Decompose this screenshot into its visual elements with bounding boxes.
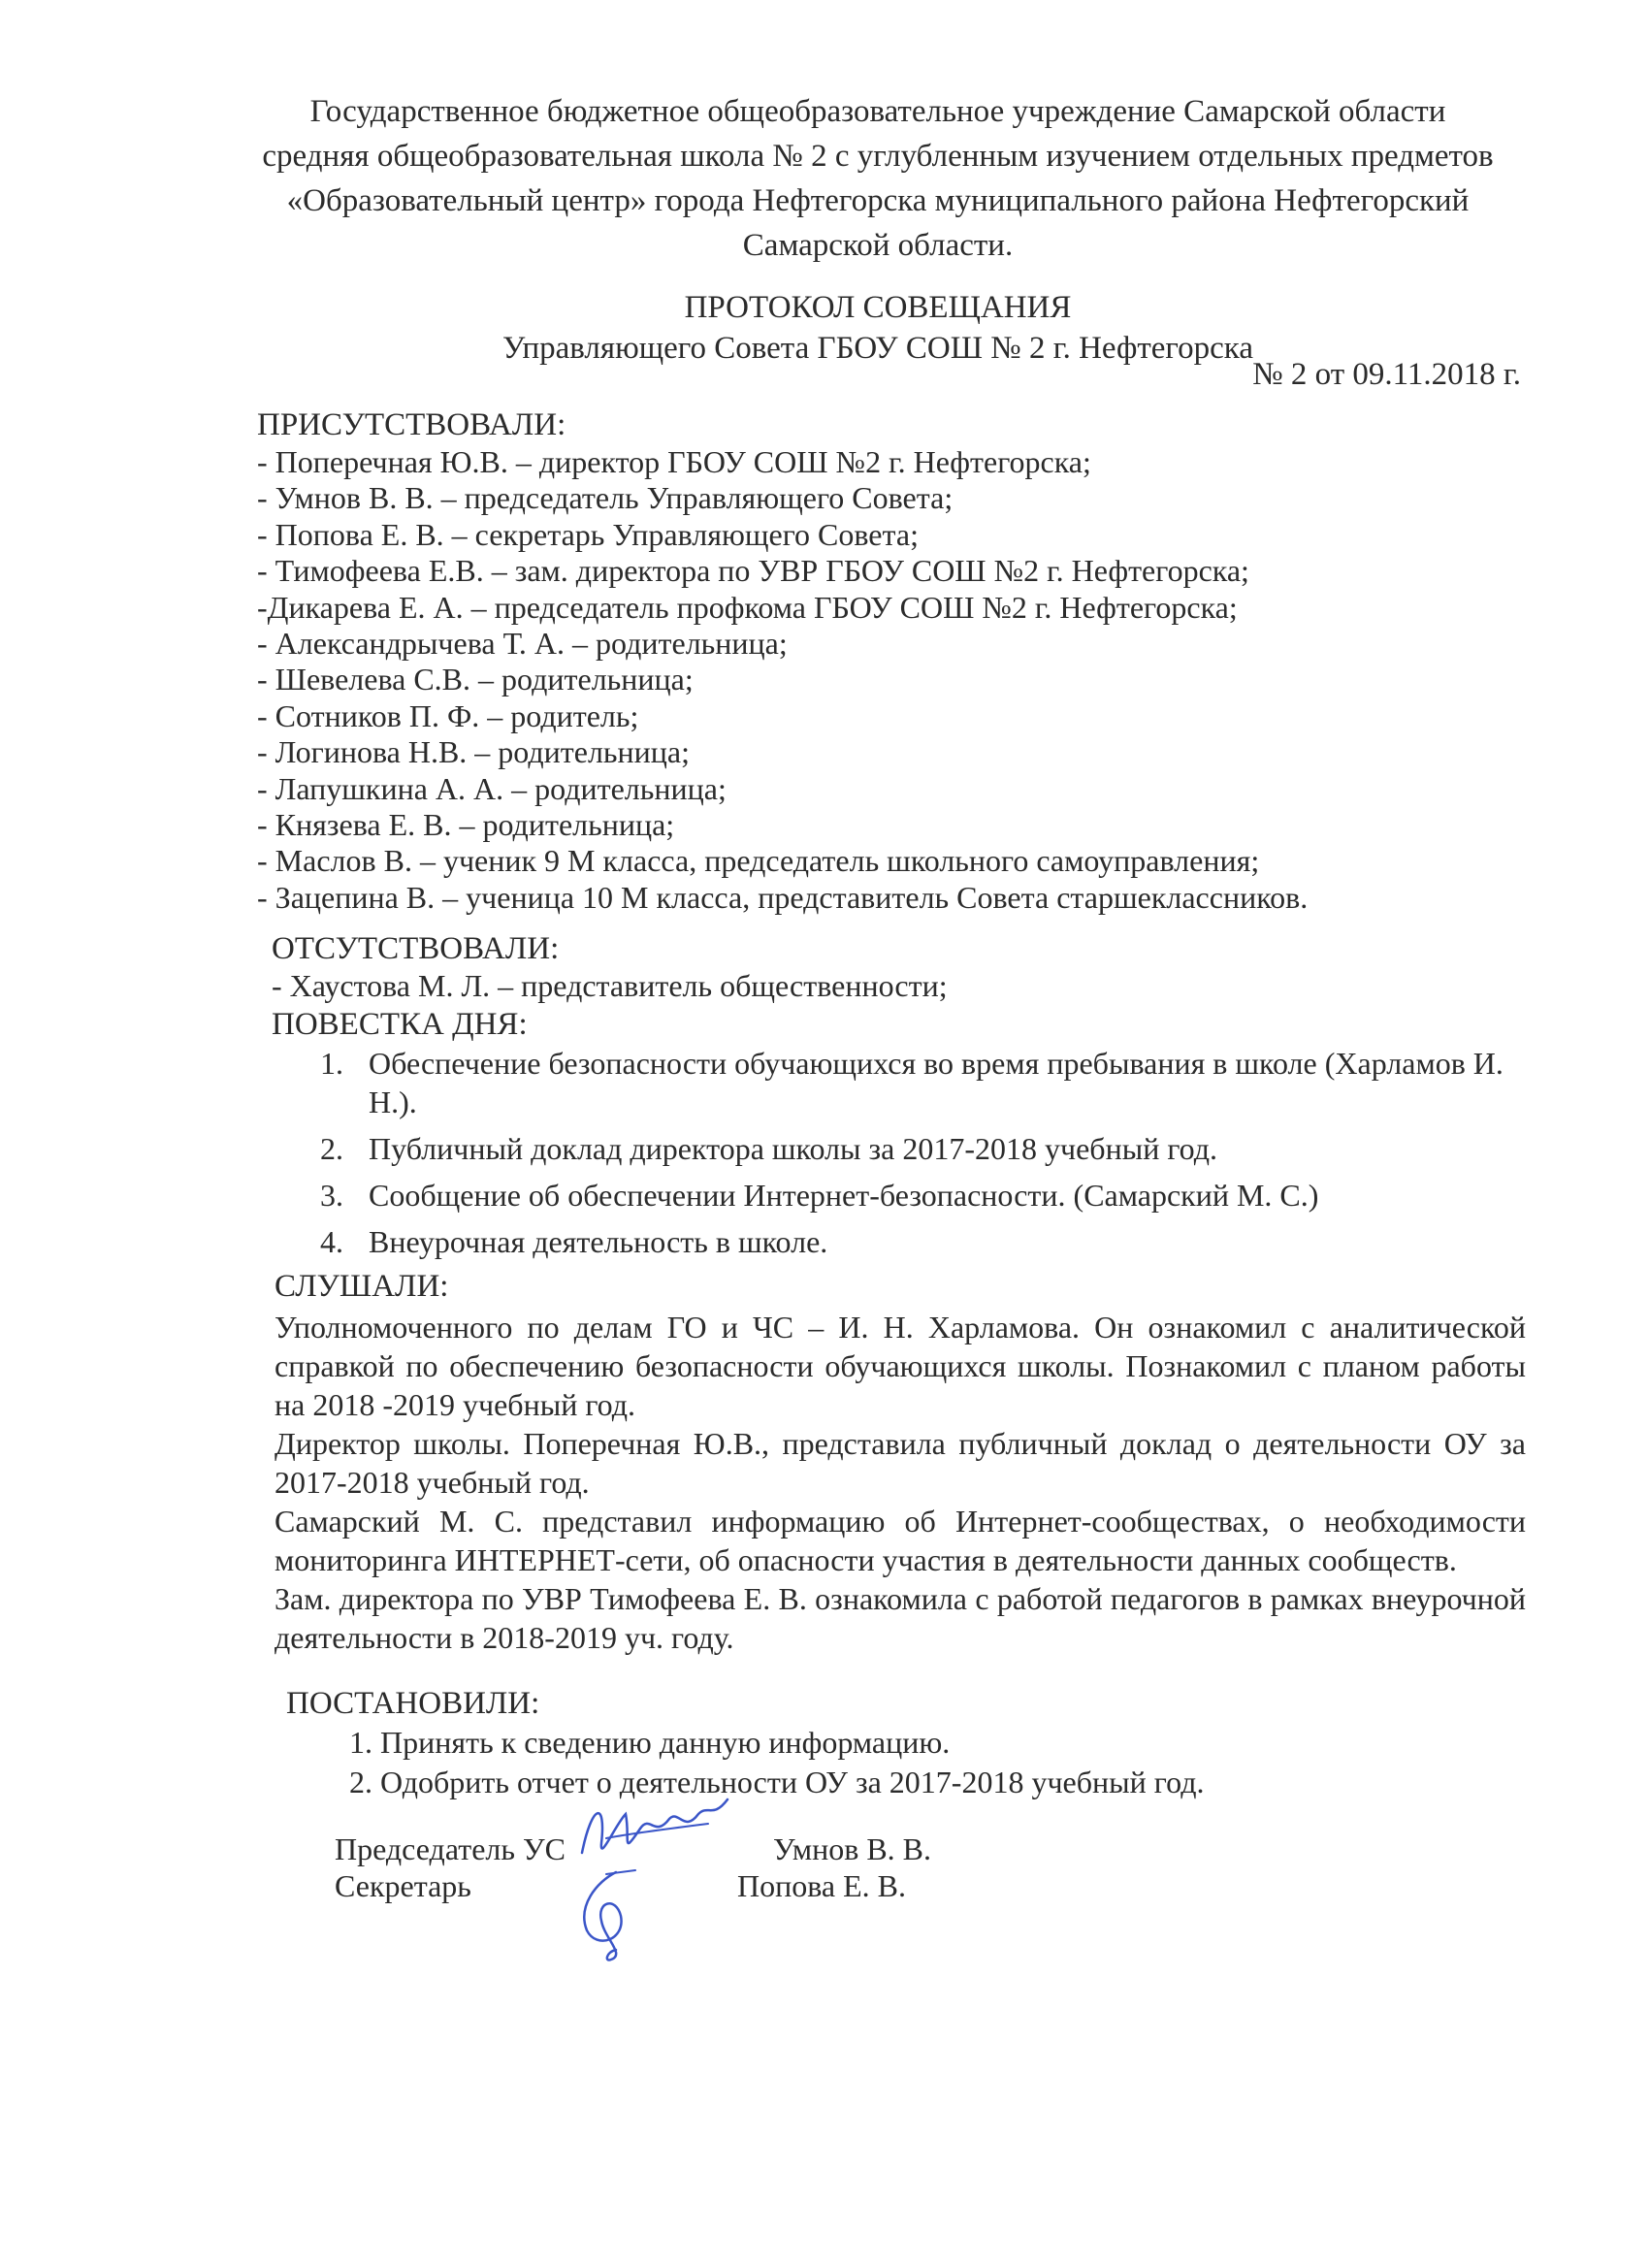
present-heading: ПРИСУТСТВОВАЛИ: [257,407,566,442]
list-item: - Лапушкина А. А. – родительница; [257,770,727,806]
agenda-item [320,1044,1533,1121]
list-item: - Зацепина В. – ученица 10 М класса, представитель Совета старшеклассников. [257,879,1309,915]
title-line-2: Управляющего Совета ГБОУ СОШ № 2 г. Нефтегорска [502,331,1253,366]
list-item: - Умнов В. В. – председатель Управляющего Совета; [257,480,954,516]
protocol-number: № 2 от 09.11.2018 г. [1252,357,1521,392]
agenda-item-text: Сообщение об обеспечении Интернет-безопасности. (Самарский М. С.) [369,1178,1319,1213]
absent-list [272,968,1542,1004]
list-item: - Шевелева С.В. – родительница; [257,662,694,697]
agenda-item-text: Обеспечение безопасности обучающихся во время пребывания в школе (Харламов И. Н.). [369,1046,1504,1119]
decision-item: 1. Принять к сведению данную информацию. [349,1725,951,1760]
decision-item: 2. Одобрить отчет о деятельности ОУ за 2017-2018 учебный год. [349,1765,1205,1799]
decided-heading: ПОСТАНОВИЛИ: [286,1686,540,1721]
agenda-item-text: Внеурочная деятельность в школе. [369,1224,828,1259]
header-line: средняя общеобразовательная школа № 2 с углубленным изучением отдельных предметов [262,139,1494,174]
list-item: - Попова Е. В. – секретарь Управляющего Совета; [257,516,919,552]
agenda-list [320,1044,1533,1269]
present-list [257,444,1528,916]
heard-text [275,1308,1526,1657]
heard-heading: СЛУШАЛИ: [275,1269,449,1304]
heard-paragraph: Зам. директора по УВР Тимофеева Е. В. ознакомила с работой педагогов в рамках внеурочной деятельности в 2018-2019 уч. году. [275,1581,1526,1655]
decided-list [349,1723,1204,1802]
secretary-role: Секретарь [335,1868,471,1903]
institution-header [233,89,1523,268]
list-item: - Поперечная Ю.В. – директор ГБОУ СОШ №2 г. Нефтегорска; [257,444,1091,479]
list-item: - Тимофеева Е.В. – зам. директора по УВР ГБОУ СОШ №2 г. Нефтегорска; [257,553,1249,589]
agenda-item-number: 1. [320,1046,343,1081]
list-item: -Дикарева Е. А. – председатель профкома ГБОУ СОШ №2 г. Нефтегорска; [257,589,1238,625]
chair-name: Умнов В. В. [773,1831,932,1866]
list-item: - Сотников П. Ф. – родитель; [257,697,639,733]
list-item: - Логинова Н.В. – родительница; [257,734,690,770]
header-line: «Образовательный центр» города Нефтегорска муниципального района Нефтегорский [286,183,1470,218]
agenda-item-number: 3. [320,1178,343,1213]
list-item: - Маслов В. – ученик 9 М класса, председатель школьного самоуправления; [257,843,1260,879]
header-line: Государственное бюджетное общеобразовательное учреждение Самарской области [309,94,1446,129]
list-item: - Хаустова М. Л. – представитель общественности; [272,968,948,1003]
heard-paragraph: Уполномоченного по делам ГО и ЧС – И. Н. Харламова. Он ознакомил с аналитической справкой по обеспечению безопасности обучающихся школы. Познакомил с планом работы на 2018 -2019 учебный год. [275,1310,1526,1422]
list-item: - Александрычева Т. А. – родительница; [257,626,788,662]
agenda-item [320,1176,1533,1215]
absent-heading: ОТСУТСТВОВАЛИ: [272,931,560,966]
heard-paragraph: Директор школы. Поперечная Ю.В., представила публичный доклад о деятельности ОУ за 2017-2018 учебный год. [275,1426,1526,1500]
heard-paragraph: Самарский М. С. представил информацию об Интернет-сообществах, о необходимости мониторинга ИНТЕРНЕТ-сети, об опасности участия в деятельности данных сообществ. [275,1504,1526,1577]
header-line: Самарской области. [742,228,1014,263]
agenda-item-number: 4. [320,1224,343,1259]
agenda-item [320,1129,1533,1168]
title-line-1: ПРОТОКОЛ СОВЕЩАНИЯ [684,290,1072,325]
list-item: - Князева Е. В. – родительница; [257,807,675,843]
agenda-item [320,1222,1533,1261]
secretary-name: Попова Е. В. [737,1868,907,1903]
agenda-heading: ПОВЕСТКА ДНЯ: [272,1007,528,1042]
secretary-signature [558,1863,664,1969]
agenda-item-text: Публичный доклад директора школы за 2017-2018 учебный год. [369,1131,1218,1166]
chair-role: Председатель УС [335,1831,566,1866]
agenda-item-number: 2. [320,1131,343,1166]
